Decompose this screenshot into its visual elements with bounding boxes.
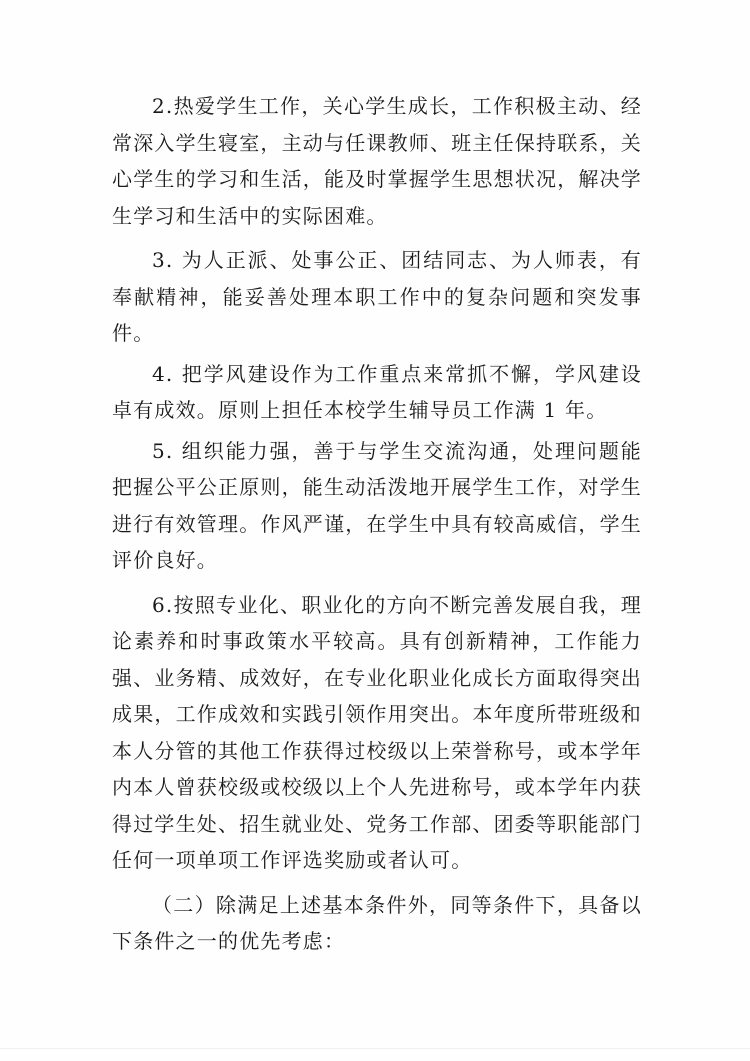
document-body — [112, 88, 642, 960]
criterion-2-paragraph: 2.热爱学生工作，关心学生成长，工作积极主动、经常深入学生寝室，主动与任课教师、班主任保持联系，关心学生的学习和生活，能及时掌握学生思想状况，解决学生学习和生活中的实际困难。 — [112, 94, 642, 228]
section-2-intro-paragraph: （二）除满足上述基本条件外，同等条件下，具备以下条件之一的优先考虑： — [112, 892, 642, 953]
scan-edge-line — [0, 1048, 750, 1049]
criterion-6-paragraph: 6.按照专业化、职业化的方向不断完善发展自我，理论素养和时事政策水平较高。具有创新精神，工作能力强、业务精、成效好，在专业化职业化成长方面取得突出成果，工作成效和实践引领作用突出。本年度所带班级和本人分管的其他工作获得过校级以上荣誉称号，或本学年内本人曾获校级或校级以上个人先进称号，或本学年内获得过学生处、招生就业处、党务工作部、团委等职能部门任何一项单项工作评选奖励或者认可。 — [112, 592, 642, 872]
criterion-4-paragraph: 4. 把学风建设作为工作重点来常抓不懈，学风建设卓有成效。原则上担任本校学生辅导员工作满 1 年。 — [112, 361, 642, 422]
criterion-5-paragraph: 5. 组织能力强，善于与学生交流沟通，处理问题能把握公平公正原则，能生动活泼地开展学生工作，对学生进行有效管理。作风严谨，在学生中具有较高威信，学生评价良好。 — [112, 438, 642, 572]
criterion-3-paragraph: 3. 为人正派、处事公正、团结同志、为人师表，有奉献精神，能妥善处理本职工作中的复杂问题和突发事件。 — [112, 248, 642, 345]
